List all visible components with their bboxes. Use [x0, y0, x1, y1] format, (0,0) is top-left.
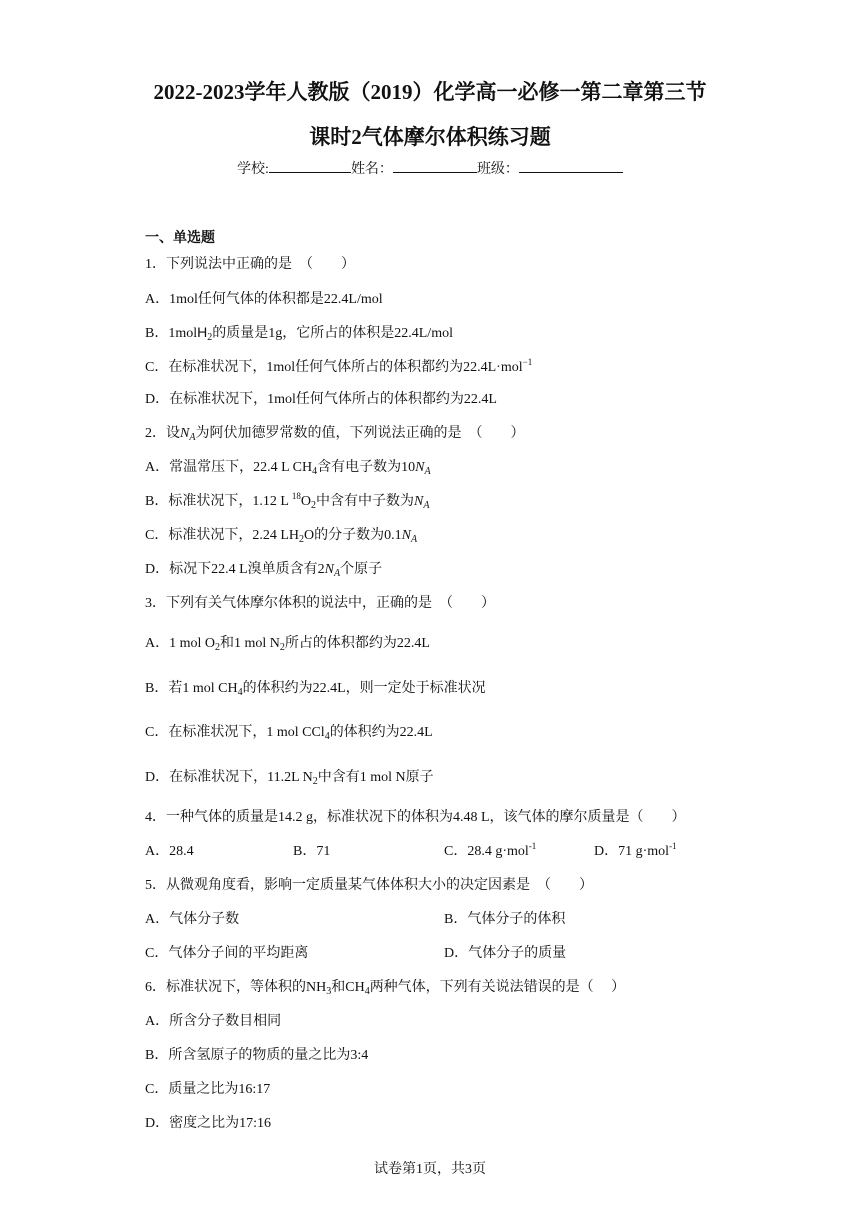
q6-option-b: B．所含氢原子的物质的量之比为3:4: [145, 1048, 369, 1063]
q1-option-b: B．1molH$_2$的质量是1g，它所占的体积是22.4L/mol: [145, 324, 453, 343]
q3-option-a: A．1 mol $O_2$和1 mol $N_2$所占的体积都约为22.4L: [145, 636, 430, 653]
q3-option-d: D．在标准状况下，11.2L $N_2$中含有1 mol N原子: [145, 770, 434, 787]
q5-option-d: D．气体分子的质量: [444, 946, 567, 961]
q6-stem: 6．标准状况下，等体积的$NH_3$和$CH_4$两种气体，下列有关说法错误的是（ ）: [145, 980, 626, 997]
name-blank[interactable]: [393, 158, 477, 173]
class-blank[interactable]: [519, 158, 623, 173]
q5-option-a: A．气体分子数: [145, 912, 240, 927]
q3-stem: 3．下列有关气体摩尔体积的说法中，正确的是 （ ）: [145, 596, 495, 611]
q1-option-d: D．在标准状况下，1mol任何气体所占的体积都约为22.4L: [145, 392, 497, 407]
q4-stem: 4．一种气体的质量是14.2 g，标准状况下的体积为4.48 L，该气体的摩尔质量是（ ）: [145, 810, 686, 825]
q6-option-a: A．所含分子数目相同: [145, 1014, 282, 1029]
title-line-1: 2022-2023学年人教版（2019）化学高一必修一第二章第三节: [153, 80, 707, 104]
q1-stem: 1．下列说法中正确的是 （ ）: [145, 257, 355, 272]
school-blank[interactable]: [269, 158, 351, 173]
q2-option-d: D．标况下22.4 L溴单质含有$2N_A$个原子: [145, 562, 383, 579]
q3-option-b: B．若1 mol $CH_4$的体积约为22.4L，则一定处于标准状况: [145, 681, 486, 698]
page-footer: 试卷第1页，共3页: [374, 1162, 486, 1177]
q4-option-d: D．71 g·mol$^{-1}$: [594, 841, 677, 859]
name-label: 姓名：: [350, 162, 393, 177]
q4-option-c: C．28.4 g·mol$^{-1}$: [444, 841, 537, 859]
q6-option-c: C．质量之比为16:17: [145, 1082, 271, 1097]
q6-option-d: D．密度之比为17:16: [145, 1116, 271, 1131]
q2-option-c: C．标准状况下，2.24 $LH_2O$的分子数为$0.1N_A$: [145, 528, 418, 545]
student-info-row: [0, 158, 860, 178]
section-title: 一、单选题: [145, 231, 215, 246]
q2-stem: 2．设$N_A$为阿伏加德罗常数的值，下列说法正确的是 （ ）: [145, 426, 525, 443]
q5-option-b: B．气体分子的体积: [444, 912, 566, 927]
q4-option-b: B．71: [293, 844, 331, 859]
school-label: 学校:: [237, 162, 269, 177]
q1-option-c: C．在标准状况下，1mol任何气体所占的体积都约为22.4L·mol$^{-1}$: [145, 357, 533, 375]
q3-option-c: C．在标准状况下，1 mol CCl$_4$的体积约为22.4L: [145, 725, 433, 742]
q5-stem: 5．从微观角度看，影响一定质量某气体体积大小的决定因素是 （ ）: [145, 878, 593, 893]
q5-option-c: C．气体分子间的平均距离: [145, 946, 309, 961]
q2-option-a: A．常温常压下，22.4 L $CH_4$含有电子数为$10N_A$: [145, 460, 431, 477]
q1-option-a: A．1mol任何气体的体积都是22.4L/mol: [145, 292, 383, 307]
q2-option-b: B．标准状况下，1.12 L $^{18}O_2$中含有中子数为$N_A$: [145, 491, 430, 511]
class-label: 班级：: [476, 162, 519, 177]
title-line-2: 课时2气体摩尔体积练习题: [309, 125, 551, 149]
q4-option-a: A．28.4: [145, 844, 194, 859]
